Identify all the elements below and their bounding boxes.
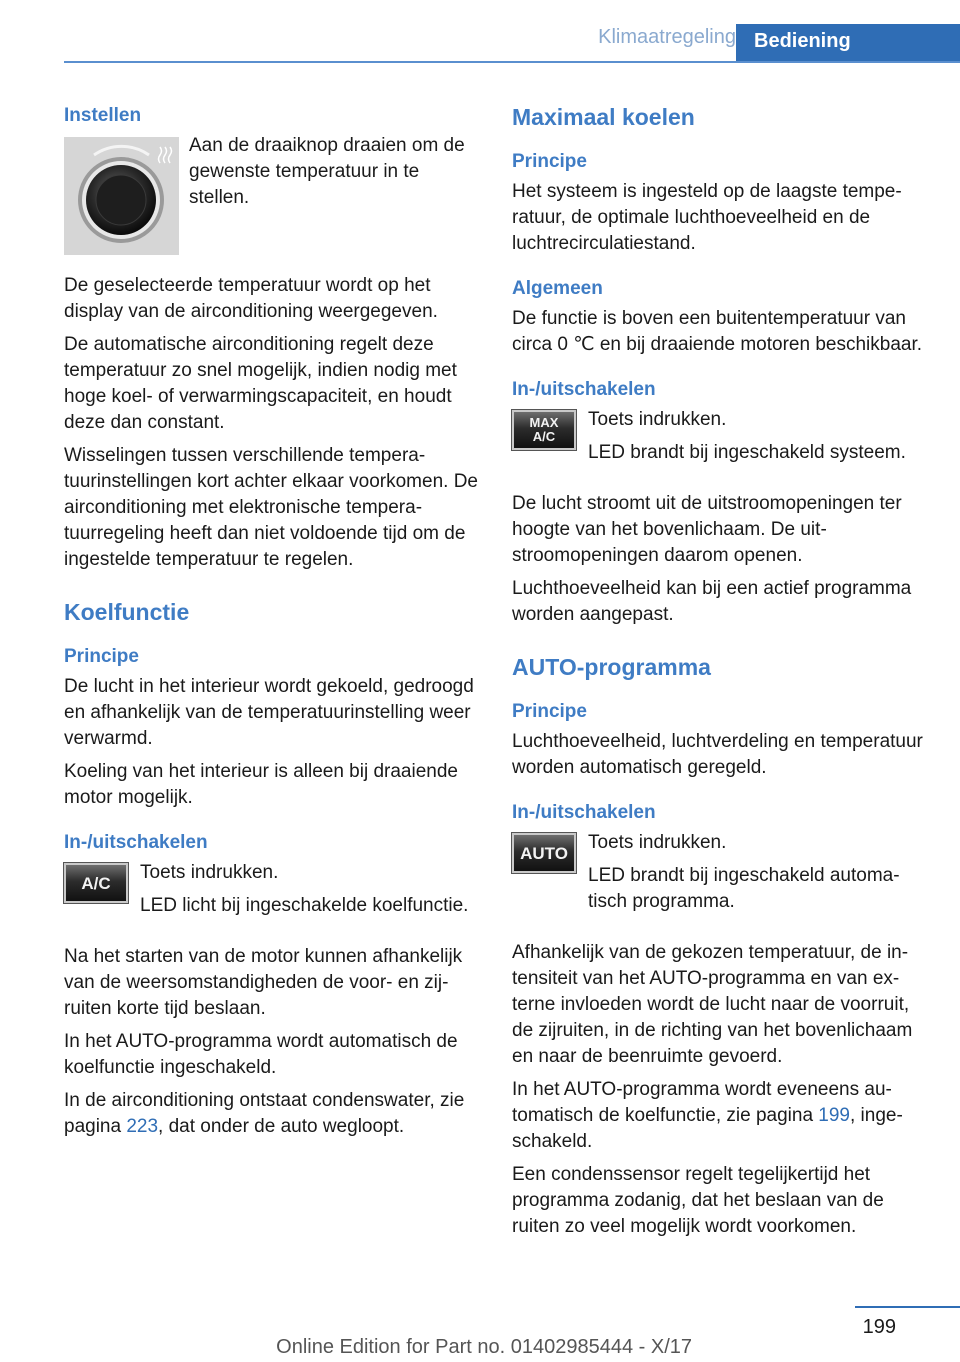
koelfunctie-switch-heading: In-/uitschakelen bbox=[64, 832, 208, 853]
koelfunctie-principe-paragraph-1: De lucht in het interieur wordt gekoeld, gedroogd en afhankelijk van de temperatuurinstelling weer verwarmd. bbox=[64, 676, 474, 749]
instellen-figure-row bbox=[64, 133, 480, 255]
koelfunctie-paragraph-after-2: In het AUTO-programma wordt automatisch de koelfunctie ingeschakeld. bbox=[64, 1031, 458, 1078]
auto-switch-text-2: LED brandt bij ingeschakeld automatisch programma. bbox=[588, 865, 900, 912]
maximaal-koelen-heading: Maximaal koelen bbox=[512, 104, 695, 130]
auto-switch-text-1: Toets indrukken. bbox=[588, 832, 727, 853]
page-link-199[interactable]: 199 bbox=[818, 1105, 850, 1126]
maximaal-paragraph-after-2: Luchthoeveelheid kan bij een actief programma worden aangepast. bbox=[512, 578, 912, 625]
auto-switch-row bbox=[512, 830, 928, 922]
instellen-paragraph-1: De geselecteerde temperatuur wordt op het display van de airconditioning weergegeven. bbox=[64, 275, 438, 322]
max-ac-line-2: A/C bbox=[532, 429, 556, 444]
ac-button-icon: A/C bbox=[64, 863, 128, 903]
auto-programma-heading: AUTO-programma bbox=[512, 654, 711, 680]
koelfunctie-heading: Koelfunctie bbox=[64, 599, 190, 625]
maximaal-principe-paragraph: Het systeem is ingesteld op de laagste temperatuur, de optimale luchthoeveelheid en de luchtrecirculatiestand. bbox=[512, 181, 902, 254]
auto-button-icon: AUTO bbox=[512, 833, 576, 873]
maximaal-principe-heading: Principe bbox=[512, 151, 587, 172]
footer-divider bbox=[855, 1306, 960, 1308]
condenswater-text-end: , dat onder de auto wegloopt. bbox=[158, 1116, 405, 1137]
instellen-figure-text: Aan de draaiknop draaien om de gewenste temperatuur in te stellen. bbox=[189, 135, 465, 208]
auto-principe-paragraph: Luchthoeveelheid, luchtverdeling en temperatuur worden automatisch geregeld. bbox=[512, 731, 923, 778]
maximaal-switch-text-1: Toets indrukken. bbox=[588, 409, 727, 430]
koelfunctie-principe-heading: Principe bbox=[64, 646, 139, 667]
koelfunctie-switch-text-1: Toets indrukken. bbox=[140, 862, 279, 883]
header-divider bbox=[64, 61, 960, 63]
auto-paragraph-after-1: Afhankelijk van de gekozen temperatuur, de intensiteit van het AUTO-programma en van externe invloeden wordt de lucht naar de voorruit, de zijruiten, in de richting van het bovenlichaam en naar de beenruimte gevoerd. bbox=[512, 942, 913, 1067]
left-column bbox=[64, 102, 480, 1147]
koelfunctie-switch-text-2: LED licht bij ingeschakelde koelfunctie. bbox=[140, 895, 469, 916]
maximaal-algemeen-heading: Algemeen bbox=[512, 278, 603, 299]
maximaal-switch-heading: In-/uitschakelen bbox=[512, 379, 656, 400]
auto-principe-heading: Principe bbox=[512, 701, 587, 722]
koelfunctie-paragraph-after-1: Na het starten van de motor kunnen afhankelijk van de weersomstandigheden de voor- en zijruiten korte tijd beslaan. bbox=[64, 946, 463, 1019]
auto-koelfunctie-text: In het AUTO-programma wordt eveneens automatisch de koelfunctie, zie pagina bbox=[512, 1079, 892, 1126]
max-ac-line-1: MAX bbox=[529, 415, 559, 430]
koelfunctie-principe-paragraph-2: Koeling van het interieur is alleen bij draaiende motor mogelijk. bbox=[64, 761, 458, 808]
page-number: 199 bbox=[862, 1316, 896, 1338]
instellen-paragraph-3: Wisselingen tussen verschillende temperatuurinstellingen kort achter elkaar voorkomen. De airconditioning met elektronische temperatuurregeling heeft dan niet voldoende tijd om de ingestelde temperatuur te regelen. bbox=[64, 445, 478, 570]
temperature-knob-icon bbox=[64, 137, 179, 255]
auto-paragraph-after-2 bbox=[512, 1077, 928, 1155]
instellen-heading: Instellen bbox=[64, 105, 142, 126]
header-tab-klimaatregeling[interactable]: Klimaatregeling bbox=[598, 26, 736, 48]
koelfunctie-paragraph-after-3 bbox=[64, 1088, 480, 1140]
right-column bbox=[512, 102, 928, 1247]
edition-note: Online Edition for Part no. 01402985444 - X/17 bbox=[276, 1336, 692, 1358]
header-tab-bediening[interactable]: Bediening bbox=[736, 24, 960, 63]
auto-koelfunctie-text-end: , ingeschakeld. bbox=[512, 1105, 903, 1152]
max-ac-button-icon bbox=[512, 410, 576, 450]
condenswater-text: In de airconditioning ontstaat condenswater, zie pagina bbox=[64, 1090, 465, 1137]
maximaal-switch-row bbox=[512, 407, 928, 473]
maximaal-algemeen-paragraph: De functie is boven een buitentemperatuur van circa 0 ℃ en bij draaiende motoren beschikbaar. bbox=[512, 308, 923, 355]
koelfunctie-switch-row bbox=[64, 860, 480, 926]
page-link-223[interactable]: 223 bbox=[126, 1116, 159, 1137]
maximaal-switch-text-2: LED brandt bij ingeschakeld systeem. bbox=[588, 442, 906, 463]
auto-switch-heading: In-/uitschakelen bbox=[512, 802, 656, 823]
auto-paragraph-after-3: Een condenssensor regelt tegelijkertijd het programma zodanig, dat het beslaan van de ruiten zo veel mogelijk wordt voorkomen. bbox=[512, 1164, 884, 1237]
maximaal-paragraph-after-1: De lucht stroomt uit de uitstroomopeningen ter hoogte van het bovenlichaam. De uitstroomopeningen daarom openen. bbox=[512, 493, 902, 566]
instellen-paragraph-2: De automatische airconditioning regelt deze temperatuur zo snel mogelijk, indien nodig met hoge koel- of verwarmingscapaciteit, en houdt deze dan constant. bbox=[64, 334, 457, 433]
